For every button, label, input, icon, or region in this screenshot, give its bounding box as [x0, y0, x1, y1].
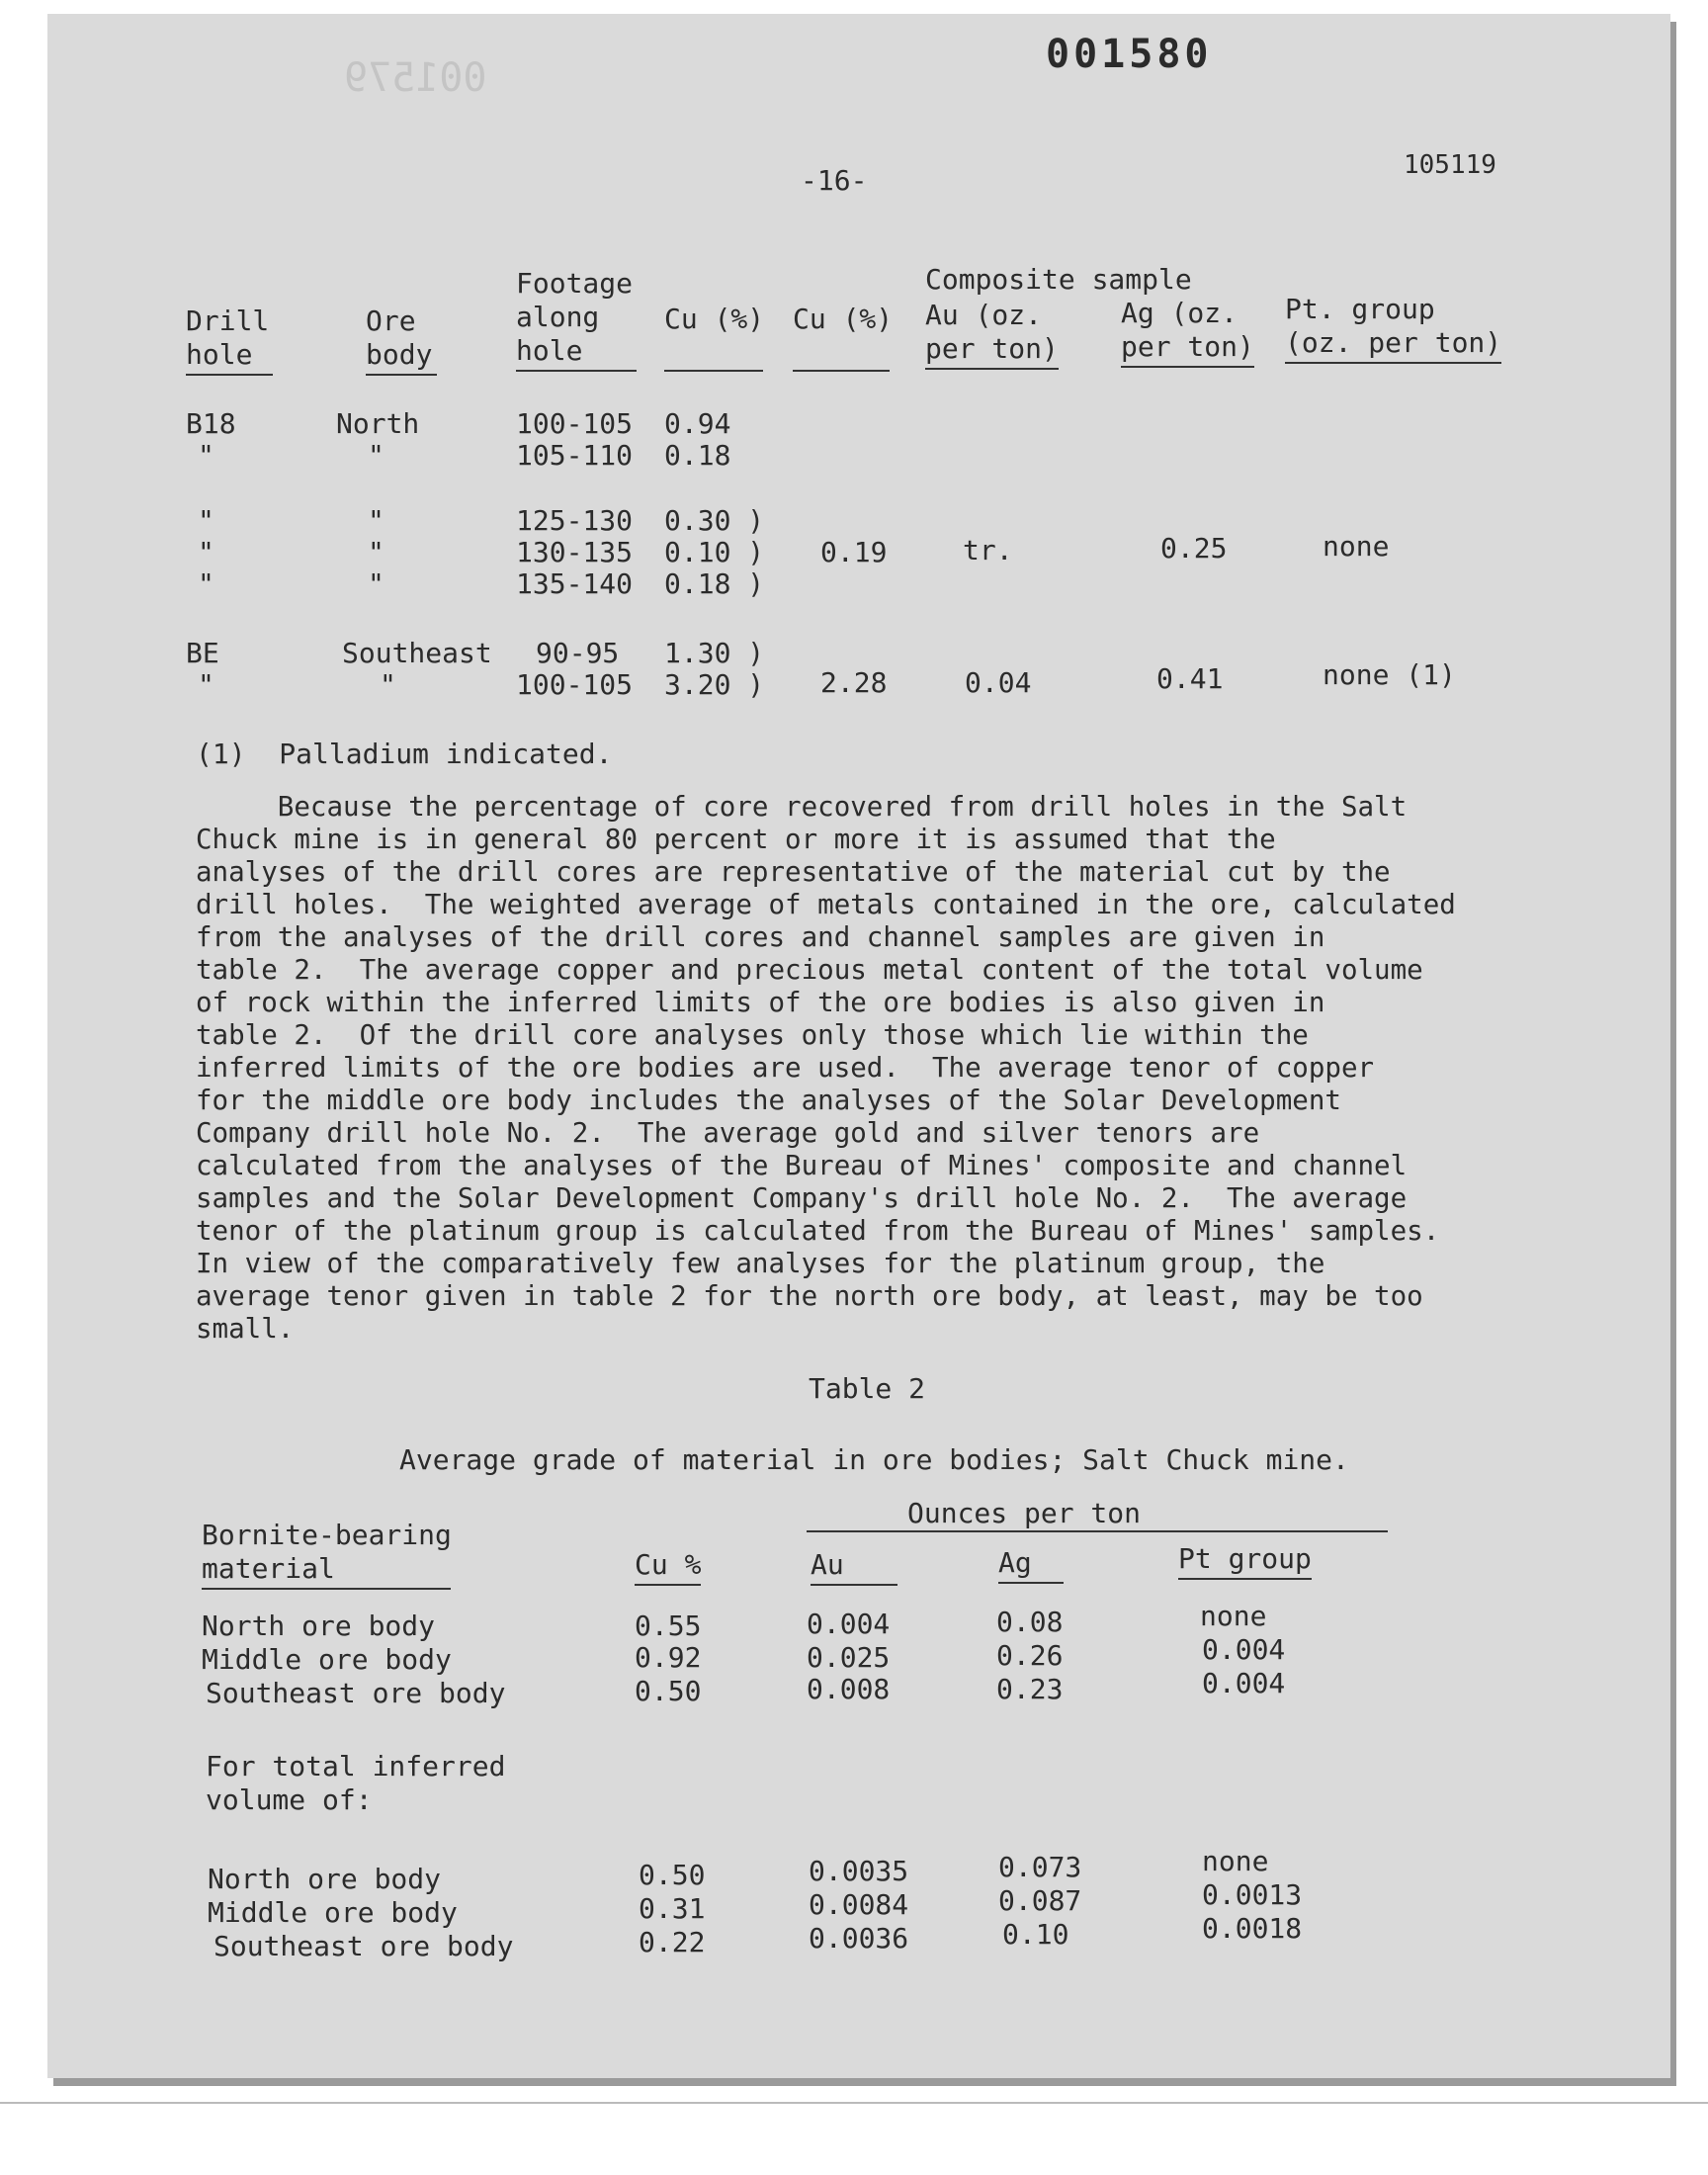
row-cu: 3.20 ) [664, 668, 765, 701]
row-hole: " [198, 504, 214, 537]
paragraph-line: inferred limits of the ore bodies are used. The average tenor of copper [196, 1052, 1375, 1084]
row-cu: 0.94 [664, 407, 731, 440]
total-row-cu: 0.31 [639, 1892, 706, 1925]
row-cu: 0.30 ) [664, 504, 765, 537]
footnote: (1) Palladium indicated. [196, 738, 613, 770]
row-body: " [380, 668, 396, 701]
row-footage: 135-140 [516, 567, 634, 600]
paragraph-line: samples and the Solar Development Company's drill hole No. 2. The average [196, 1182, 1408, 1214]
total-row-au: 0.0035 [809, 1855, 909, 1887]
total-row-name: Southeast ore body [214, 1930, 514, 1962]
header-pt-group: Pt group [1178, 1542, 1312, 1580]
composite-ag: 0.25 [1160, 532, 1228, 565]
row-cu: 0.55 [635, 1610, 702, 1642]
row-body: North [336, 407, 420, 440]
row-hole: " [198, 439, 214, 472]
page-number: -16- [801, 164, 868, 197]
header-ag: Ag [998, 1546, 1064, 1584]
row-pt: none [1200, 1600, 1267, 1632]
ghost-stamp-number: 001579 [344, 55, 487, 101]
header-au-2: per ton) [925, 332, 1059, 370]
header-au-1: Au (oz. [925, 299, 1043, 331]
header-ag-2: per ton) [1121, 330, 1254, 368]
composite-pt: none [1323, 530, 1390, 563]
header-body: body [366, 338, 437, 376]
header-pt-2: (oz. per ton) [1285, 326, 1501, 364]
row-footage: 125-130 [516, 504, 634, 537]
row-cu: 0.92 [635, 1641, 702, 1674]
row-cu: 1.30 ) [664, 637, 765, 669]
paragraph-line: drill holes. The weighted average of metals contained in the ore, calculated [196, 889, 1456, 920]
row-footage: 100-105 [516, 407, 634, 440]
row-au: 0.008 [807, 1673, 891, 1705]
header-cu-percent: Cu % [635, 1548, 701, 1586]
row-footage: 130-135 [516, 536, 634, 568]
paragraph-line: Because the percentage of core recovered from drill holes in the Salt [196, 791, 1408, 823]
row-au: 0.025 [807, 1641, 891, 1674]
paragraph-line: table 2. The average copper and precious metal content of the total volume [196, 954, 1423, 986]
paragraph-line: table 2. Of the drill core analyses only those which lie within the [196, 1019, 1309, 1051]
paragraph-line: analyses of the drill cores are representative of the material cut by the [196, 856, 1391, 888]
row-ag: 0.23 [996, 1673, 1064, 1705]
composite-cu: 2.28 [820, 666, 888, 699]
row-body: " [368, 504, 384, 537]
row-name: North ore body [202, 1610, 436, 1642]
header-footage: Footage [516, 267, 634, 300]
row-name: Middle ore body [202, 1643, 452, 1676]
row-name: Southeast ore body [206, 1677, 506, 1709]
total-row-ag: 0.10 [1002, 1918, 1069, 1951]
document-id: 105119 [1404, 150, 1496, 180]
paragraph-line: tenor of the platinum group is calculated from the Bureau of Mines' samples. [196, 1215, 1440, 1247]
paragraph-line: of rock within the inferred limits of the ore bodies is also given in [196, 987, 1325, 1018]
row-body: " [368, 567, 384, 600]
row-footage: 90-95 [536, 637, 620, 669]
subheading-2: volume of: [206, 1784, 373, 1816]
row-body: " [368, 439, 384, 472]
composite-au: tr. [963, 534, 1013, 566]
row-body: " [368, 536, 384, 568]
header-cu-1: Cu (%) [664, 303, 763, 372]
paragraph-line: small. [196, 1313, 295, 1345]
row-hole: " [198, 567, 214, 600]
row-body: Southeast [342, 637, 492, 669]
header-ag-1: Ag (oz. [1121, 297, 1238, 329]
header-composite-sample: Composite sample [925, 263, 1192, 296]
row-hole: " [198, 668, 214, 701]
total-row-ag: 0.073 [998, 1851, 1082, 1883]
paragraph-line: calculated from the analyses of the Bureau of Mines' composite and channel [196, 1150, 1408, 1181]
row-cu: 0.18 ) [664, 567, 765, 600]
stamp-number: 001580 [1046, 32, 1213, 77]
header-hole: hole [186, 338, 273, 376]
total-row-cu: 0.50 [639, 1859, 706, 1891]
total-row-au: 0.0084 [809, 1888, 909, 1921]
row-hole: " [198, 536, 214, 568]
composite-cu: 0.19 [820, 536, 888, 568]
subheading-1: For total inferred [206, 1750, 506, 1783]
header-au: Au [811, 1548, 897, 1586]
scan-edge-divider [0, 2102, 1708, 2104]
row-ag: 0.08 [996, 1606, 1064, 1638]
table-caption: Average grade of material in ore bodies; Salt Chuck mine. [399, 1443, 1349, 1476]
header-footage-hole: hole [516, 334, 637, 372]
row-ag: 0.26 [996, 1639, 1064, 1672]
row-hole: BE [186, 637, 219, 669]
total-row-pt: 0.0013 [1202, 1878, 1303, 1911]
row-pt: 0.004 [1202, 1667, 1286, 1699]
total-row-au: 0.0036 [809, 1922, 909, 1955]
paragraph-line: average tenor given in table 2 for the north ore body, at least, may be too [196, 1280, 1423, 1312]
ounces-rule [807, 1530, 1388, 1532]
paragraph-line: Company drill hole No. 2. The average gold and silver tenors are [196, 1117, 1260, 1149]
row-footage: 100-105 [516, 668, 634, 701]
row-cu: 0.10 ) [664, 536, 765, 568]
header-cu-2: Cu (%) [793, 303, 890, 372]
paragraph-line: from the analyses of the drill cores and channel samples are given in [196, 921, 1325, 953]
header-drill: Drill [186, 304, 270, 337]
paragraph-line: In view of the comparatively few analyses for the platinum group, the [196, 1248, 1325, 1279]
header-ore: Ore [366, 304, 416, 337]
table-title: Table 2 [809, 1372, 926, 1405]
composite-pt: none (1) [1323, 658, 1456, 691]
total-row-name: North ore body [208, 1863, 442, 1895]
composite-au: 0.04 [965, 666, 1032, 699]
total-row-ag: 0.087 [998, 1884, 1082, 1917]
total-row-cu: 0.22 [639, 1926, 706, 1958]
header-material-2: material [202, 1552, 451, 1590]
row-cu: 0.50 [635, 1675, 702, 1707]
total-row-pt: 0.0018 [1202, 1912, 1303, 1945]
row-hole: B18 [186, 407, 236, 440]
paragraph-line: Chuck mine is in general 80 percent or more it is assumed that the [196, 824, 1276, 855]
header-material-1: Bornite-bearing [202, 1519, 452, 1551]
row-footage: 105-110 [516, 439, 634, 472]
document-page [47, 14, 1670, 2078]
header-along: along [516, 301, 600, 333]
paragraph-line: for the middle ore body includes the analyses of the Solar Development [196, 1085, 1341, 1116]
header-ounces-per-ton: Ounces per ton [907, 1497, 1142, 1529]
row-cu: 0.18 [664, 439, 731, 472]
row-au: 0.004 [807, 1608, 891, 1640]
composite-ag: 0.41 [1156, 662, 1224, 695]
header-pt-1: Pt. group [1285, 293, 1435, 325]
row-pt: 0.004 [1202, 1633, 1286, 1666]
total-row-pt: none [1202, 1845, 1269, 1877]
total-row-name: Middle ore body [208, 1896, 458, 1929]
